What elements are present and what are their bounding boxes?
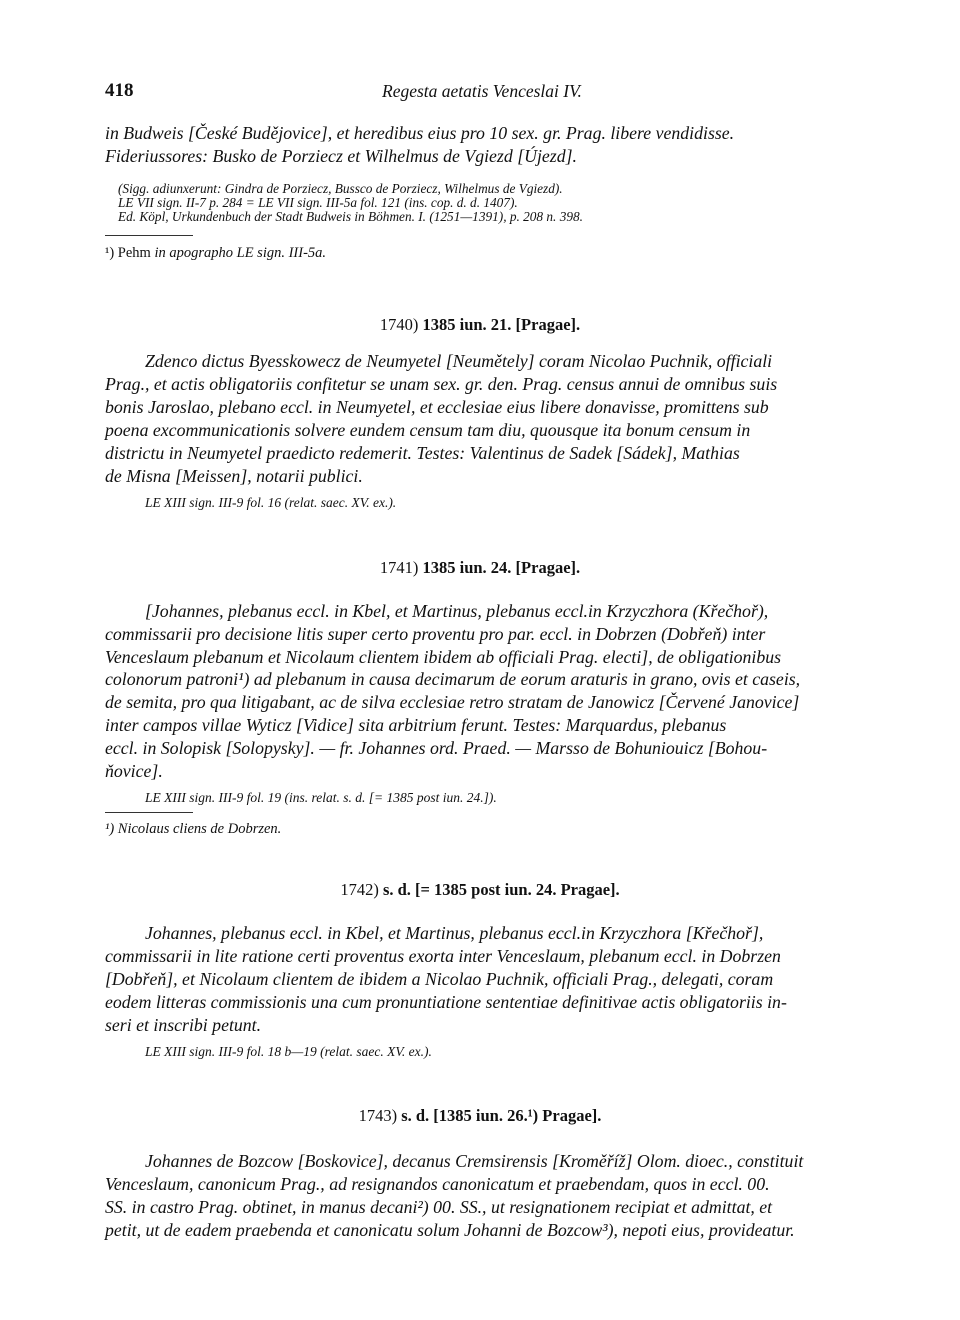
entry-number: 1740): [379, 315, 419, 334]
entry-heading: [0, 1106, 960, 1126]
text-line: eodem litteras commissionis una cum pronuntiatione sententiae definitivae actis obligatoriis in-: [105, 992, 787, 1012]
entry-date: s. d. [= 1385 post iun. 24. Pragae].: [382, 880, 620, 899]
entry-date: 1385 iun. 24. [Pragae].: [422, 558, 581, 577]
text-line: Venceslaum, canonicum Prag., ad resignandos canonicatum et praebendam, quos in eccl. 00.: [105, 1174, 770, 1194]
text-line: ňovice].: [105, 761, 163, 781]
text-line: Zdenco dictus Byesskowecz de Neumyetel [Neumětely] coram Nicolao Puchnik, officiali: [145, 351, 773, 371]
source-note: LE VII sign. II-7 p. 284 = LE VII sign. III-5a fol. 121 (ins. cop. d. d. 1407).: [118, 195, 518, 210]
text-line: [Dobřeň], et Nicolaum clientem de ibidem a Nicolao Puchnik, officiali Prag., delegati, coram: [105, 969, 774, 989]
entry-heading: [0, 880, 960, 900]
text-line: colonorum patroni¹) ad plebanum in causa decimarum de eorum araturis in grano, ovis et caseis,: [105, 669, 801, 689]
text-line: poena excommunicationis solvere eundem censum tam diu, quousque ita bonum censum in: [105, 420, 751, 440]
entry-date: s. d. [1385 iun. 26.¹) Pragae].: [401, 1106, 602, 1125]
entry-number: 1741): [379, 558, 419, 577]
entry-number: 1742): [340, 880, 379, 899]
text-line: bonis Jaroslao, plebano eccl. in Neumyetel, et ecclesiae eius libere donavisse, promittens sub: [105, 397, 769, 417]
footnote: [105, 245, 326, 262]
seal-note: (Sigg. adiunxerunt: Gindra de Porziecz, Bussco de Porziecz, Wilhelmus de Vgiezd).: [118, 181, 563, 196]
entry-source: LE XIII sign. III-9 fol. 16 (relat. saec. XV. ex.).: [145, 495, 397, 510]
text-line: eccl. in Solopisk [Solopysky]. — fr. Johannes ord. Praed. — Marsso de Bohuniouicz [Bohou-: [105, 738, 768, 758]
text-line: de semita, pro qua litigabant, ac de silva ecclesiae retro stratam de Janowicz [Červené Janovice]: [105, 692, 800, 712]
running-title: Regesta aetatis Venceslai IV.: [382, 81, 582, 101]
text-line: districtu in Neumyetel praedicto redemerit. Testes: Valentinus de Sadek [Sádek], Mathias: [105, 443, 740, 463]
entry-heading: [0, 315, 960, 335]
footnote-rule: [105, 812, 193, 813]
text-line: SS. in castro Prag. obtinet, in manus decani²) 00. SS., ut resignationem recipiat et admittat, et: [105, 1197, 773, 1217]
text-line: Johannes, plebanus eccl. in Kbel, et Martinus, plebanus eccl.in Krzyczhora [Křečhoř],: [145, 923, 764, 943]
text-line: in Budweis [České Budějovice], et heredibus eius pro 10 sex. gr. Prag. libere vendidisse.: [105, 123, 735, 143]
text-line: de Misna [Meissen], notarii publici.: [105, 466, 363, 486]
text-line: Fideriussores: Busko de Porziecz et Wilhelmus de Vgiezd [Újezd].: [105, 146, 577, 166]
page-number: 418: [105, 80, 134, 101]
text-line: inter campos villae Wyticz [Vidice] sita arbitrium ferunt. Testes: Marquardus, plebanus: [105, 715, 727, 735]
footnote: ¹) Nicolaus cliens de Dobrzen.: [105, 821, 282, 837]
footnote-rule: [105, 235, 193, 236]
footnote-text: in apographo LE sign. III-5a.: [154, 245, 327, 261]
text-line: commissarii in lite ratione certi proventus exorta inter Venceslaum, plebanum eccl. in Dobrzen: [105, 946, 781, 966]
text-line: [Johannes, plebanus eccl. in Kbel, et Martinus, plebanus eccl.in Krzyczhora (Křečhoř),: [145, 601, 769, 621]
footnote-mark: ¹) Pehm: [105, 245, 151, 261]
text-line: Johannes de Bozcow [Boskovice], decanus Cremsirensis [Kroměříž] Olom. dioec., constituit: [145, 1151, 804, 1171]
edition-note: Ed. Köpl, Urkundenbuch der Stadt Budweis in Böhmen. I. (1251—1391), p. 208 n. 398.: [118, 209, 583, 224]
entry-number: 1743): [358, 1106, 398, 1125]
entry-date: 1385 iun. 21. [Pragae].: [422, 315, 581, 334]
text-line: seri et inscribi petunt.: [105, 1015, 262, 1035]
entry-source: LE XIII sign. III-9 fol. 18 b—19 (relat. saec. XV. ex.).: [145, 1044, 432, 1059]
entry-heading: [0, 558, 960, 578]
text-line: Prag., et actis obligatoriis confitetur se unam sex. gr. den. Prag. census annui de omnibus suis: [105, 374, 778, 394]
text-line: petit, ut de eadem praebenda et canonicatu solum Johanni de Bozcow³), nepoti eius, provideatur.: [105, 1220, 795, 1240]
entry-source: LE XIII sign. III-9 fol. 19 (ins. relat. s. d. [= 1385 post iun. 24.]).: [145, 790, 497, 805]
text-line: commissarii pro decisione litis super certo proventu pro par. eccl. in Dobrzen (Dobřeň) inter: [105, 624, 766, 644]
text-line: Venceslaum plebanum et Nicolaum clientem ibidem ab officiali Prag. electi], de obligationibus: [105, 647, 782, 667]
